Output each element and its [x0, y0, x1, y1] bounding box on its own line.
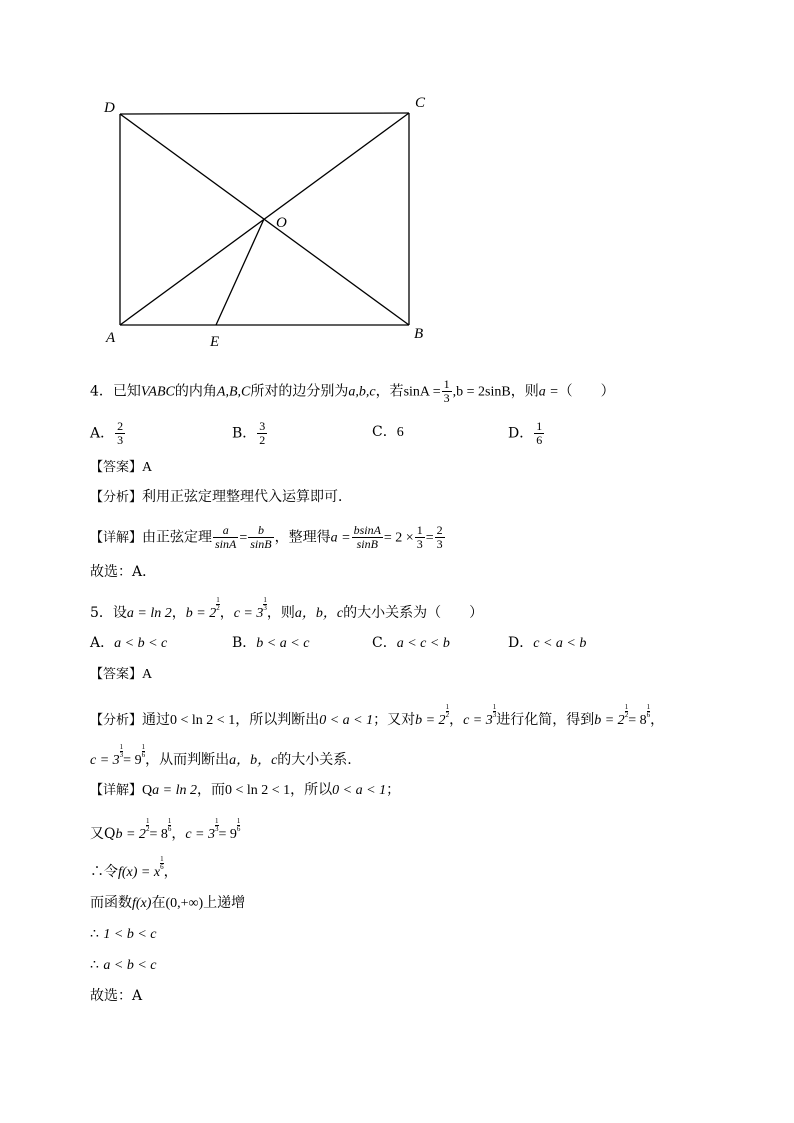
q4-sides: a,b,c: [348, 384, 376, 400]
detail-tag: 【详解】: [90, 783, 143, 798]
q5-detail-line3: ∴令f(x) = x $\frac{1}{6}$ ，: [90, 855, 178, 880]
q5-detail-line6: ∴ a < b < c: [90, 957, 157, 973]
q5-option-C[interactable]: C．a < c < b: [372, 635, 450, 651]
q5-option-A[interactable]: A．a < b < c: [90, 635, 168, 651]
q5-option-B[interactable]: B．b < a < c: [232, 635, 310, 651]
label-A: A: [106, 330, 116, 346]
label-D: D: [104, 100, 115, 116]
q4-number: 4．: [90, 383, 113, 400]
rectangle-diagram: [98, 88, 443, 350]
q5-detail-line2: 又Qb = 2 $\frac{1}{2}$ = 8 $\frac{1}{6}$ ，c = 3 $\frac{1}{3}$ = 9 $\frac{1}{6}$: [90, 817, 241, 842]
answer-value: A: [142, 460, 153, 475]
q5-detail-line5: ∴ 1 < b < c: [90, 926, 157, 942]
q4-analysis: [90, 487, 352, 508]
segment-OE: [216, 219, 264, 325]
q5-stem: 5．设a = ln 2，b = 2 $\frac{1}{2}$ ，c = 3 $\frac{1}{3}$ ，则a，b，c的大小关系为（ ）: [90, 596, 484, 621]
q4-sinA: sinA =: [403, 384, 441, 400]
answer-value: A: [142, 667, 153, 682]
q5-detail-line1: 【详解】Qa = ln 2，而0 < ln 2 < 1，所以0 < a < 1；: [90, 782, 401, 798]
q4-option-C[interactable]: C．6: [372, 424, 404, 440]
q4-option-D[interactable]: D． $\frac{1}{6}$: [508, 419, 543, 447]
q5-answer: [90, 664, 152, 685]
answer-tag: 【答案】: [90, 460, 143, 475]
side-DC: [120, 113, 409, 114]
q4-option-A[interactable]: A． $\frac{2}{3}$: [90, 419, 124, 447]
q5-analysis-line2: c = 3 $\frac{1}{3}$ = 9 $\frac{1}{6}$ ，从而判断出a，b，c的大小关系.: [90, 743, 352, 768]
label-O: O: [276, 215, 287, 231]
therefore-symbol: ∴: [90, 864, 104, 880]
geometry-figure: [98, 88, 443, 354]
q4-angles: A,B,C: [216, 384, 251, 400]
q5-analysis-line1: 【分析】通过0 < ln 2 < 1，所以判断出0 < a < 1；又对b = 2 $\frac{1}{2}$ ，c = 3 $\frac{1}{3}$ 进行化简，得到b = 2 $\frac{1}{2}$ = 8 $\frac{1}{6}$ ，: [90, 703, 665, 728]
q4-stem: [90, 378, 615, 405]
analysis-tag: 【分析】: [90, 490, 143, 505]
q4-option-B[interactable]: B． $\frac{3}{2}$: [232, 419, 266, 447]
therefore-symbol: ∴: [90, 957, 99, 973]
q4-text: 的内角: [174, 383, 217, 400]
q5-number: 5．: [90, 605, 113, 621]
answer-tag: 【答案】: [90, 667, 143, 682]
q4-frac-one-third: $\frac{1}{3}$: [443, 377, 450, 405]
q4-answer: [90, 457, 152, 478]
q4-text: 所对的边分别为: [250, 383, 349, 400]
label-B: B: [414, 326, 424, 342]
label-C: C: [415, 95, 426, 111]
q4-paren: （ ）: [558, 383, 615, 400]
analysis-text: 利用正弦定理整理代入运算即可．: [142, 489, 353, 505]
q5-choice: 故选：A: [90, 988, 143, 1004]
q4-choice: 故选：A．: [90, 564, 157, 580]
q4-text: ，若: [375, 383, 404, 400]
q4-text: ，则: [510, 383, 539, 400]
q5-detail-line4: 而函数f(x)在(0,+∞)上递增: [90, 895, 246, 911]
q5-option-D[interactable]: D．c < a < b: [508, 635, 587, 651]
q4-ask: a =: [538, 384, 559, 400]
q4-text: 已知: [112, 383, 141, 400]
analysis-tag: 【分析】: [90, 713, 143, 728]
q4-detail: 【详解】由正弦定理 $\frac{a}{\sin A}$ = $\frac{b}{\sin B}$ ，整理得a = $\frac{bsinA}{\sin B}$ = 2 × $\frac{1}{3}$ = $\frac{2}{3}$: [90, 523, 443, 551]
detail-tag: 【详解】: [90, 530, 143, 546]
label-E: E: [210, 334, 220, 350]
q4-triangle: VABC: [140, 384, 175, 400]
q4-cond2: ,b = 2sinB: [452, 384, 511, 400]
therefore-symbol: ∴: [90, 926, 99, 942]
